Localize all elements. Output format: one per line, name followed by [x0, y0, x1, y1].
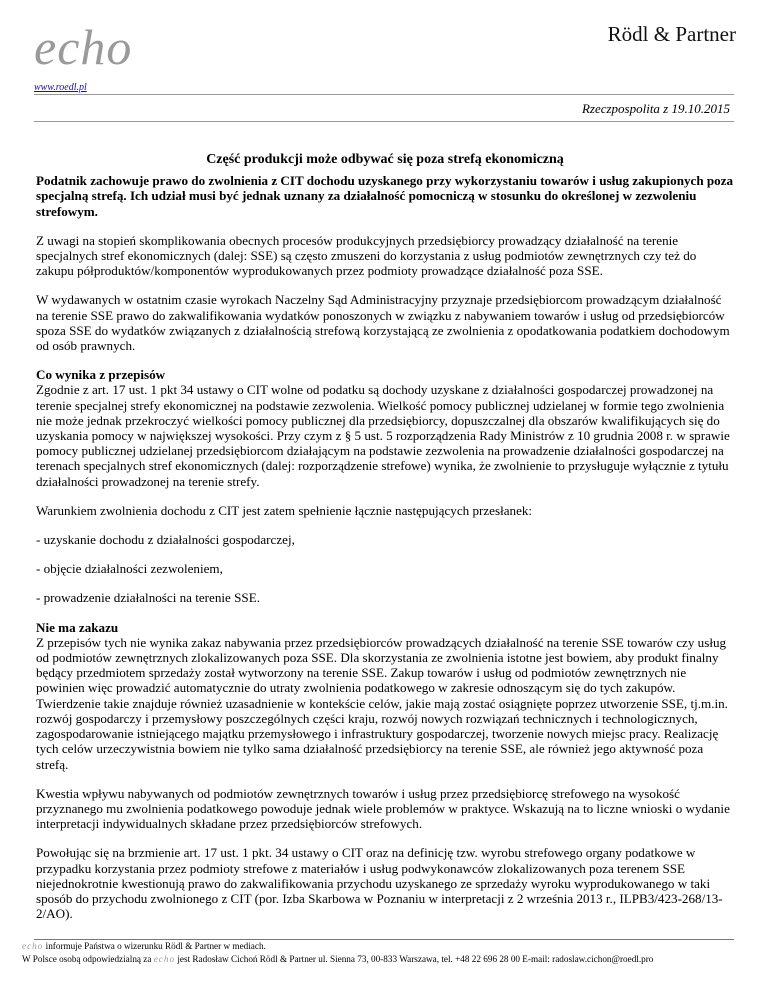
article-title: Część produkcji może odbywać się poza strefą ekonomiczną [206, 152, 564, 167]
footer-contact: jest Radosław Cichoń Rödl & Partner ul. Sienna 73, 00-833 Warszawa, tel. +48 22 696 28 00 E-mail: radoslaw.cichon@roedl.pro [175, 954, 654, 964]
paragraph: Zgodnie z art. 17 ust. 1 pkt 34 ustawy o CIT wolne od podatku są dochody uzyskane z działalności gospodarczej prowadzonej na terenie specjalnej strefy ekonomicznej na podstawie zezwolenia. Wielkość pomocy publicznej udzielanej w formie tego zwolnienia nie może jednak przekroczyć wielkości pomocy publicznej dla przedsiębiorcy, dopuszczalnej dla obszarów kwalifikujących się do uzyskania pomocy w największej wysokości. Przy czym z § 5 ust. 5 rozporządzenia Rady Ministrów z 10 grudnia 2008 r. w sprawie pomocy publicznej udzielanej przedsiębiorcom działającym na podstawie zezwolenia na prowadzenie działalności gospodarczej na terenach specjalnych stref ekonomicznych (dalej: rozporządzenie strefowe) wynika, że zwolnienie to przysługuje wyłącznie z tytułu działalności prowadzonej na terenie strefy. [36, 382, 730, 489]
paragraph: W wydawanych w ostatnim czasie wyrokach Naczelny Sąd Administracyjny przyznaje przedsiębiorcom prowadzącym działalność na terenie SSE prawo do zakwalifikowania wydatków ponoszonych w związku z nabywaniem towarów i usług od przedsiębiorców spoza SSE do wydatków związanych z działalnością strefową korzystającą ze zwolnienia z opodatkowania podatkiem dochodowym od osób prawnych. [36, 292, 730, 354]
footer-line-1 [22, 940, 748, 953]
footer-text: informuje Państwa o wizerunku Rödl & Partner w mediach. [43, 941, 266, 951]
footer-echo-logo: echo [153, 954, 176, 964]
footer-echo-logo: echo [22, 941, 44, 951]
footer [22, 940, 748, 966]
paragraph: Powołując się na brzmienie art. 17 ust. 1 pkt. 34 ustawy o CIT oraz na definicję tzw. wyrobu strefowego organy podatkowe w przypadku korzystania przez podmioty strefowe z materiałów i usług podwykonawców zlokalizowanych poza terenem SSE niejednokrotnie kwestionują prawo do zakwalifikowania przychodu uzyskanego ze sprzedaży wyroku wyprodukowanego w taki sposób do przychodu zwolnionego z CIT (por. Izba Skarbowa w Poznaniu w interpretacji z 2 września 2013 r., ILPB3/423-268/13-2/AO). [36, 845, 723, 922]
section-heading: Co wynika z przepisów [36, 367, 166, 383]
article-lead: Podatnik zachowuje prawo do zwolnienia z CIT dochodu uzyskanego przy wykorzystaniu towarów i usług zakupionych poza specjalną strefą. Ich udział musi być jednak uznany za działalność pomocniczą w stosunku do określonej w zezwoleniu strefowym. [36, 173, 734, 219]
list-item: - objęcie działalności zezwoleniem, [36, 561, 223, 577]
footer-line-2 [22, 953, 748, 966]
section-heading: Nie ma zakazu [36, 619, 119, 635]
article [36, 152, 734, 921]
footer-text: W Polsce osobą odpowiedzialną za [22, 954, 154, 964]
echo-logo: echo [34, 19, 133, 75]
header-divider [34, 94, 734, 95]
website-link[interactable]: www.roedl.pl [34, 82, 87, 93]
paragraph: Warunkiem zwolnienia dochodu z CIT jest zatem spełnienie łącznie następujących przesłanek: [36, 502, 533, 518]
paragraph: Kwestia wpływu nabywanych od podmiotów zewnętrznych towarów i usług przez przedsiębiorcę strefowego na wysokość przyznanego mu zwolnienia podatkowego powoduje jednak wiele problemów w praktyce. Wskazują na to liczne wnioski o wydanie interpretacji indywidualnych składane przez przedsiębiorców strefowych. [36, 785, 730, 832]
paragraph: Z uwagi na stopień skomplikowania obecnych procesów produkcyjnych przedsiębiorcy prowadzący działalność na terenie specjalnych stref ekonomicznych (dalej: SSE) są często zmuszeni do korzystania z usług podmiotów zewnętrznych czy też do zakupu półproduktów/komponentów wyprodukowanych przez podmioty prowadzące działalność poza SSE. [36, 232, 697, 279]
list-item: - uzyskanie dochodu z działalności gospodarczej, [36, 532, 295, 548]
brand-name: Rödl & Partner [607, 22, 736, 46]
list-item: - prowadzenie działalności na terenie SSE. [36, 590, 260, 606]
paragraph: Z przepisów tych nie wynika zakaz nabywania przez przedsiębiorców prowadzących działalność na terenie SSE towarów czy usług od podmiotów zewnętrznych zlokalizowanych poza SSE. Dla skorzystania ze zwolnienia istotne jest bowiem, aby produkt finalny będący przedmiotem sprzedaży został wytworzony na terenie SSE. Zakup towarów i usług od podmiotów zewnętrznych nie powinien więc prowadzić automatycznie do utraty zwolnienia podatkowego w zakresie odnoszącym się do tych zakupów. Twierdzenie takie znajduje również uzasadnienie w kontekście celów, jakie mają zostać osiągnięte poprzez utworzenie SSE, tj.m.in. rozwój gospodarczy i przemysłowy poszczególnych części kraju, rozwój nowych rozwiązań technicznych i technologicznych, zagospodarowanie istniejącego majątku przemysłowego i infrastruktury gospodarczej, tworzenie nowych miejsc pracy. Realizację tych celów urzeczywistnia bowiem nie tylko sama działalność przedsiębiorcy na terenie SSE, ale również jego aktywność poza strefą. [36, 634, 728, 772]
source-date: Rzeczpospolita z 19.10.2015 [581, 101, 730, 116]
header-divider-bottom [34, 121, 734, 122]
